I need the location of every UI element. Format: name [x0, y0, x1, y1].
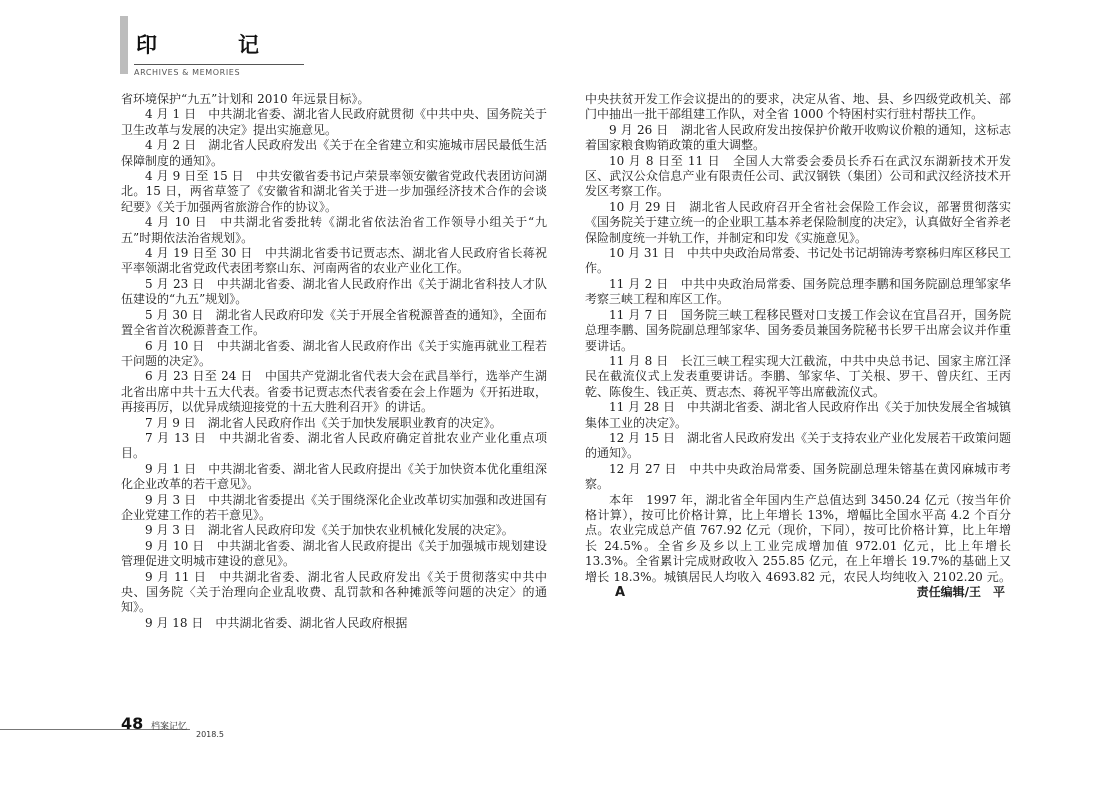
header-divider	[134, 64, 304, 65]
chronicle-entry: 9 月 1 日 中共湖北省委、湖北省人民政府提出《关于加快资本优化重组深化企业改革的若干意见》。	[121, 461, 547, 492]
section-title: 印 记	[136, 32, 289, 57]
chronicle-entry: 9 月 3 日 湖北省人民政府印发《关于加快农业机械化发展的决定》。	[145, 523, 514, 538]
chronicle-entry: 12 月 27 日 中共中央政治局常委、国务院副总理朱镕基在黄冈麻城市考察。	[585, 461, 1011, 492]
chronicle-entry: 5 月 23 日 中共湖北省委、湖北省人民政府作出《关于湖北省科技人才队伍建设的“九五”规划》。	[121, 276, 547, 307]
chronicle-entry: 4 月 9 日至 15 日 中共安徽省委书记卢荣景率领安徽省党政代表团访问湖北。15 日，两省草签了《安徽省和湖北省关于进一步加强经济技术合作的会谈纪要》《关于加强两省旅游合作的协议》。	[121, 169, 547, 214]
chronicle-entry: 6 月 10 日 中共湖北省委、湖北省人民政府作出《关于实施再就业工程若干问题的决定》。	[121, 338, 547, 368]
chronicle-entry: 9 月 10 日 中共湖北省委、湖北省人民政府提出《关于加强城市规划建设管理促进文明城市建设的意见》。	[121, 538, 547, 569]
editor-credit: 责任编辑/王 平	[916, 585, 1005, 599]
chronicle-entry: 12 月 15 日 湖北省人民政府发出《关于支持农业产业化发展若干政策问题的通知》。	[585, 430, 1011, 461]
magazine-name: 档案记忆	[151, 722, 188, 732]
chronicle-entry: 4 月 2 日 湖北省人民政府发出《关于在全省建立和实施城市居民最低生活保障制度的通知》。	[121, 138, 547, 168]
chronicle-entry: 9 月 11 日 中共湖北省委、湖北省人民政府发出《关于贯彻落实中共中央、国务院〈关于治理向企业乱收费、乱罚款和各种摊派等问题的决定〉的通知》。	[121, 569, 547, 615]
chronicle-entry: 10 月 8 日至 11 日 全国人大常委会委员长乔石在武汉东湖新技术开发区、武汉公众信息产业有限责任公司、武汉钢铁（集团）公司和武汉经济技术开发区考察工作。	[585, 153, 1011, 199]
chronicle-entry: 本年 1997 年，湖北省全年国内生产总值达到 3450.24 亿元（按当年价格计算），按可比价格计算，比上年增长 13%，增幅比全国水平高 4.2 个百分点。农业完成总产值 767.92 亿元（现价，下同），按可比价格计算，比上年增长 24.5%。全省乡及乡以上工业完成增加值 972.01 亿元，比上年增长 13.3%。全省累计完成财政收入 255.85 亿元，在上年增长 19.7%的基础上又增长 18.3%。城镇居民人均收入 4693.82 元，农民人均纯收入 2102.20 元。A 责任编辑/王 平	[585, 492, 1011, 600]
chronicle-entry: 4 月 1 日 中共湖北省委、湖北省人民政府就贯彻《中共中央、国务院关于卫生改革与发展的决定》提出实施意见。	[121, 107, 547, 137]
page-number: 48	[121, 714, 144, 733]
chronicle-entry: 7 月 13 日 中共湖北省委、湖北省人民政府确定首批农业产业化重点项目。	[121, 430, 547, 461]
end-mark-icon: A	[615, 585, 626, 600]
chronicle-entry: 4 月 19 日至 30 日 中共湖北省委书记贾志杰、湖北省人民政府省长蒋祝平率领湖北省党政代表团考察山东、河南两省的农业产业化工作。	[121, 246, 547, 276]
header-accent-bar	[120, 16, 128, 74]
issue-number: 2018.5	[196, 730, 224, 739]
section-subtitle: ARCHIVES & MEMORIES	[134, 68, 241, 77]
chronicle-entry: 9 月 3 日 中共湖北省委提出《关于围绕深化企业改革切实加强和改进国有企业党建工作的若干意见》。	[121, 492, 547, 522]
chronicle-entry: 中央扶贫开发工作会议提出的的要求，决定从省、地、县、乡四级党政机关、部门中抽出一批干部组建工作队，对全省 1000 个特困村实行驻村帮扶工作。	[585, 92, 1011, 122]
chronicle-entry: 11 月 8 日 长江三峡工程实现大江截流，中共中央总书记、国家主席江泽民在截流仪式上发表重要讲话。李鹏、邹家华、丁关根、罗干、曾庆红、王丙乾、陈俊生、钱正英、贾志杰、蒋祝平等出席截流仪式。	[585, 353, 1011, 399]
chronicle-entry: 11 月 7 日 国务院三峡工程移民暨对口支援工作会议在宜昌召开，国务院总理李鹏、国务院副总理邹家华、国务委员兼国务院秘书长罗干出席会议并作重要讲话。	[585, 307, 1011, 353]
right-text-column	[585, 92, 1011, 600]
chronicle-entry: 4 月 10 日 中共湖北省委批转《湖北省依法治省工作领导小组关于“九五”时期依法治省规划》。	[121, 215, 547, 245]
chronicle-entry: 7 月 9 日 湖北省人民政府作出《关于加快发展职业教育的决定》。	[145, 415, 502, 430]
chronicle-entry: 11 月 28 日 中共湖北省委、湖北省人民政府作出《关于加快发展全省城镇集体工业的决定》。	[585, 400, 1011, 430]
chronicle-entry: 省环境保护“九五”计划和 2010 年远景目标》。	[121, 92, 370, 106]
chronicle-entry: 9 月 26 日 湖北省人民政府发出按保护价敞开收购议价粮的通知，这标志着国家粮食购销政策的重大调整。	[585, 122, 1011, 153]
chronicle-entry: 11 月 2 日 中共中央政治局常委、国务院总理李鹏和国务院副总理邹家华考察三峡工程和库区工作。	[585, 276, 1011, 307]
left-text-column	[121, 92, 547, 631]
chronicle-entry: 9 月 18 日 中共湖北省委、湖北省人民政府根据	[145, 615, 408, 630]
chronicle-entry: 10 月 31 日 中共中央政治局常委、书记处书记胡锦涛考察秭归库区移民工作。	[585, 246, 1011, 276]
chronicle-entry: 6 月 23 日至 24 日 中国共产党湖北省代表大会在武昌举行，选举产生湖北省出席中共十五大代表。省委书记贾志杰代表省委在会上作题为《开拓进取，再接再厉，以优异成绩迎接党的十五大胜利召开》的讲话。	[121, 369, 547, 415]
chronicle-entry: 10 月 29 日 湖北省人民政府召开全省社会保险工作会议，部署贯彻落实《国务院关于建立统一的企业职工基本养老保险制度的决定》，认真做好全省养老保险制度统一并轨工作，并制定和印发《实施意见》。	[585, 199, 1012, 245]
chronicle-entry: 5 月 30 日 湖北省人民政府印发《关于开展全省税源普查的通知》，全面布置全省首次税源普查工作。	[121, 307, 547, 338]
